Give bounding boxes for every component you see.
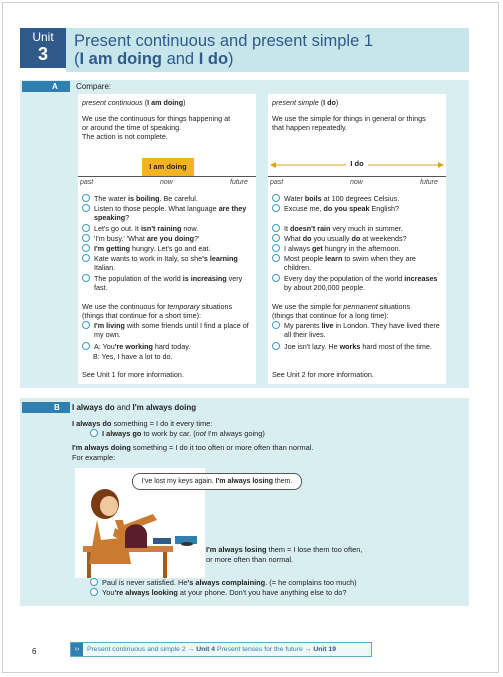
example-item bbox=[82, 204, 254, 222]
example-bold: isn't raining bbox=[140, 224, 182, 233]
timeline-future: future bbox=[420, 179, 438, 186]
example-text: Let's go out. It bbox=[94, 224, 141, 233]
bullet-circle-icon bbox=[82, 274, 90, 282]
example-text: A: You bbox=[94, 342, 115, 351]
bullet-circle-icon bbox=[82, 342, 90, 350]
link-unit-4[interactable] bbox=[87, 646, 215, 653]
example-text: at weekends? bbox=[360, 234, 407, 243]
example-text: now. bbox=[181, 224, 199, 233]
example-text: very much in summer. bbox=[330, 224, 403, 233]
example-item bbox=[82, 254, 254, 272]
unit-number: 3 bbox=[37, 44, 48, 64]
heading-paren: ) bbox=[335, 98, 339, 107]
timeline bbox=[268, 159, 446, 186]
example-text: by about 200,000 people. bbox=[284, 283, 366, 293]
example-bold: works bbox=[339, 342, 361, 351]
see-unit-link[interactable]: See Unit 2 for more information. bbox=[272, 370, 374, 379]
timeline-past: past bbox=[270, 179, 284, 186]
example-text: I always bbox=[284, 244, 312, 253]
example-item bbox=[82, 274, 254, 292]
bullet-circle-icon bbox=[90, 588, 98, 596]
link-text: Present tenses for the future bbox=[215, 646, 305, 653]
timeline-now: now bbox=[160, 179, 173, 186]
example-text: with some friends until I find a place of my own. bbox=[94, 321, 249, 340]
bubble-bold: I'm always losing bbox=[215, 478, 273, 485]
example-item bbox=[82, 194, 254, 203]
link-text: Present continuous and simple 2 bbox=[87, 646, 188, 653]
section-b-heading bbox=[72, 402, 196, 413]
example-item bbox=[90, 578, 357, 588]
bullet-circle-icon bbox=[272, 244, 280, 252]
example-bold: do bbox=[351, 234, 361, 243]
heading-italic: present continuous bbox=[82, 98, 143, 107]
bullet-circle-icon bbox=[272, 321, 280, 329]
caption-text: them = I lose them too often, bbox=[266, 545, 363, 554]
example-text: Water bbox=[284, 194, 305, 203]
bullet-circle-icon bbox=[272, 234, 280, 242]
extra-italic: permanent bbox=[343, 302, 378, 311]
timeline-line bbox=[268, 176, 446, 177]
example-item bbox=[82, 244, 254, 253]
example-text: 'I'm busy.' 'What bbox=[94, 234, 147, 243]
bullet-circle-icon bbox=[82, 234, 90, 242]
title-paren-open: ( bbox=[74, 50, 80, 68]
for-example: For example: bbox=[72, 453, 116, 462]
bullet-circle-icon bbox=[272, 342, 280, 350]
timeline-label: I do bbox=[350, 159, 364, 168]
example-text: Listen to those people. What language bbox=[94, 204, 219, 213]
timeline-line bbox=[78, 176, 256, 177]
title-line-1: Present continuous and present simple 1 bbox=[74, 32, 374, 50]
bullet-circle-icon bbox=[90, 578, 98, 586]
section-a-label bbox=[22, 81, 70, 92]
title-band bbox=[66, 28, 469, 72]
timeline-future: future bbox=[230, 179, 248, 186]
extra-text: We use the simple for bbox=[272, 302, 344, 311]
example-italic: not bbox=[195, 429, 206, 438]
example-text: Italian. bbox=[94, 263, 116, 273]
bullet-circle-icon bbox=[82, 244, 90, 252]
intro-line: or around the time of speaking. bbox=[82, 123, 182, 132]
example-item bbox=[82, 224, 254, 233]
example-bold: get bbox=[311, 244, 323, 253]
intro-line: We use the continuous for things happening at bbox=[82, 114, 231, 123]
example-text: hungry. Let's go and eat. bbox=[130, 244, 211, 253]
rule-text: something = I do it every time: bbox=[111, 419, 213, 428]
example-text: hungry in the afternoon. bbox=[322, 244, 401, 253]
bullet-circle-icon bbox=[82, 321, 90, 329]
link-target: → Unit 4 bbox=[187, 646, 216, 653]
example-bold: do you speak bbox=[323, 204, 370, 213]
extra-line bbox=[272, 302, 410, 311]
page-number: 6 bbox=[32, 647, 37, 656]
example-item bbox=[272, 342, 444, 351]
extra-text: We use the continuous for bbox=[82, 302, 168, 311]
example-bold: boils bbox=[304, 194, 322, 203]
rule-text: something = I do it too often or more often than normal. bbox=[130, 443, 314, 452]
bullet-circle-icon bbox=[82, 204, 90, 212]
caption-line bbox=[206, 545, 362, 555]
heading-bold: I do bbox=[323, 98, 336, 107]
chevron-right-icon: ›› bbox=[71, 643, 83, 656]
example-bold: do bbox=[302, 234, 312, 243]
dialog-a bbox=[82, 342, 254, 351]
example-item bbox=[90, 429, 265, 439]
example-text: . Be careful. bbox=[159, 194, 198, 203]
example-bold: is increasing bbox=[182, 274, 227, 283]
example-bold: I always go bbox=[102, 429, 142, 438]
caption-bold: I'm always losing bbox=[206, 545, 267, 554]
example-bold: are you doing bbox=[146, 234, 195, 243]
bullet-circle-icon bbox=[82, 254, 90, 262]
bubble-text: them. bbox=[272, 478, 293, 485]
present-simple-column bbox=[268, 94, 446, 384]
example-text: at 100 degrees Celsius. bbox=[321, 194, 400, 203]
timeline-label-box bbox=[346, 158, 368, 170]
example-bold: 's always complaining bbox=[187, 578, 266, 587]
example-text: ? bbox=[125, 213, 130, 223]
example-text: ?' bbox=[194, 234, 200, 243]
bullet-circle-icon bbox=[82, 224, 90, 232]
cross-reference-bar bbox=[70, 642, 372, 657]
example-bold: is boiling bbox=[127, 194, 160, 203]
example-bold: increases bbox=[404, 274, 438, 283]
intro-line: The action is not complete. bbox=[82, 132, 168, 141]
intro-line: We use the simple for things in general or things bbox=[272, 114, 426, 123]
title-paren-close: ) bbox=[228, 50, 234, 68]
example-item bbox=[272, 194, 444, 203]
cross-reference-links bbox=[87, 643, 336, 656]
extra-italic: temporary bbox=[167, 302, 200, 311]
example-text: Joe isn't lazy. He bbox=[284, 342, 340, 351]
example-item bbox=[272, 234, 444, 243]
example-text: at your phone. Don't you have anything else to do? bbox=[177, 588, 347, 597]
unit-word: Unit bbox=[32, 30, 54, 44]
column-heading bbox=[82, 98, 185, 107]
example-text: to work by car. ( bbox=[141, 429, 196, 438]
heading-paren: ( bbox=[142, 98, 148, 107]
illustration-caption bbox=[206, 545, 362, 564]
example-bold: live bbox=[321, 321, 334, 330]
heading-italic: present simple bbox=[272, 98, 319, 107]
bullet-circle-icon bbox=[272, 224, 280, 232]
example-text: Most people bbox=[284, 254, 326, 263]
caption-line: or more often than normal. bbox=[206, 554, 294, 564]
section-b-letter: B bbox=[54, 403, 60, 412]
example-bold: doesn't rain bbox=[290, 224, 331, 233]
link-unit-19[interactable] bbox=[215, 646, 336, 653]
title-bold-1: I am doing bbox=[79, 50, 162, 68]
section-a-letter: A bbox=[52, 82, 58, 91]
dialog-b: B: Yes, I have a lot to do. bbox=[93, 352, 173, 361]
example-bold: I'm living bbox=[94, 321, 125, 330]
example-item bbox=[272, 224, 444, 233]
example-text: What bbox=[284, 234, 303, 243]
example-bold: learn bbox=[325, 254, 343, 263]
section-b-label bbox=[22, 402, 70, 413]
example-bold: 're working bbox=[114, 342, 153, 351]
example-text: Paul is never satisfied. He bbox=[102, 578, 188, 587]
example-text: very fast. bbox=[94, 274, 243, 293]
timeline bbox=[78, 162, 256, 186]
column-heading bbox=[272, 98, 338, 107]
example-text: you usually bbox=[311, 234, 352, 243]
example-text: in London. They have lived there all their lives. bbox=[284, 321, 440, 340]
example-bold: are they speaking bbox=[94, 204, 247, 223]
title-and: and bbox=[162, 50, 199, 68]
example-text: to swim when they are children. bbox=[284, 254, 416, 273]
heading-bold: I'm always doing bbox=[132, 403, 197, 412]
see-unit-link[interactable]: See Unit 1 for more information. bbox=[82, 370, 184, 379]
link-target: → Unit 19 bbox=[304, 646, 336, 653]
heading-and: and bbox=[114, 403, 133, 412]
title-line-2 bbox=[74, 50, 373, 68]
heading-bold: I always do bbox=[72, 403, 115, 412]
example-text: Kate wants to work in Italy, so she bbox=[94, 254, 203, 263]
timeline-past: past bbox=[80, 179, 94, 186]
bullet-circle-icon bbox=[272, 254, 280, 262]
page-title bbox=[74, 32, 373, 68]
example-text: hard today. bbox=[152, 342, 191, 351]
example-text: hard most of the time. bbox=[360, 342, 432, 351]
example-text: You bbox=[102, 588, 115, 597]
example-item bbox=[272, 321, 444, 339]
example-bold: I'm getting bbox=[94, 244, 131, 253]
bullet-circle-icon bbox=[272, 194, 280, 202]
rule-bold: I'm always doing bbox=[72, 443, 131, 452]
example-bold: 're always looking bbox=[114, 588, 178, 597]
rule-bold: I always do bbox=[72, 419, 112, 428]
example-item bbox=[82, 234, 254, 243]
example-item bbox=[82, 321, 254, 339]
example-item bbox=[272, 244, 444, 253]
compare-text: Compare: bbox=[76, 82, 112, 91]
example-text: The population of the world bbox=[94, 274, 183, 283]
example-text: English? bbox=[369, 204, 400, 213]
title-bold-2: I do bbox=[198, 50, 229, 68]
speech-bubble bbox=[132, 473, 302, 490]
example-item bbox=[272, 204, 444, 213]
example-text: . (= he complains too much) bbox=[265, 578, 357, 587]
unit-badge bbox=[20, 28, 66, 68]
bullet-circle-icon bbox=[90, 429, 98, 437]
bullet-circle-icon bbox=[82, 194, 90, 202]
example-item bbox=[272, 254, 444, 272]
example-text: I'm always going) bbox=[205, 429, 265, 438]
extra-text: situations bbox=[377, 302, 411, 311]
rule-line bbox=[72, 419, 212, 429]
extra-line: (things that continue for a short time): bbox=[82, 311, 202, 320]
present-continuous-column bbox=[78, 94, 256, 384]
timeline-now: now bbox=[350, 179, 363, 186]
example-item bbox=[272, 274, 444, 292]
intro-line: that happen repeatedly. bbox=[272, 123, 347, 132]
heading-paren: ) bbox=[183, 98, 186, 107]
rule-line bbox=[72, 443, 313, 453]
heading-bold: I am doing bbox=[147, 98, 184, 107]
extra-line: (things that continue for a long time): bbox=[272, 311, 389, 320]
bullet-circle-icon bbox=[272, 204, 280, 212]
extra-line bbox=[82, 302, 232, 311]
example-text: Every day the population of the world bbox=[284, 274, 405, 283]
example-text: My parents bbox=[284, 321, 322, 330]
example-text: The water bbox=[94, 194, 128, 203]
example-text: Excuse me, bbox=[284, 204, 324, 213]
extra-text: situations bbox=[199, 302, 233, 311]
timeline-label: I am doing bbox=[149, 162, 187, 171]
timeline-highlight bbox=[142, 158, 194, 176]
example-item bbox=[90, 588, 347, 598]
heading-paren: ( bbox=[318, 98, 324, 107]
bullet-circle-icon bbox=[272, 274, 280, 282]
example-bold: 's learning bbox=[202, 254, 238, 263]
example-text: It bbox=[284, 224, 290, 233]
bubble-text: I've lost my keys again. bbox=[141, 478, 216, 485]
